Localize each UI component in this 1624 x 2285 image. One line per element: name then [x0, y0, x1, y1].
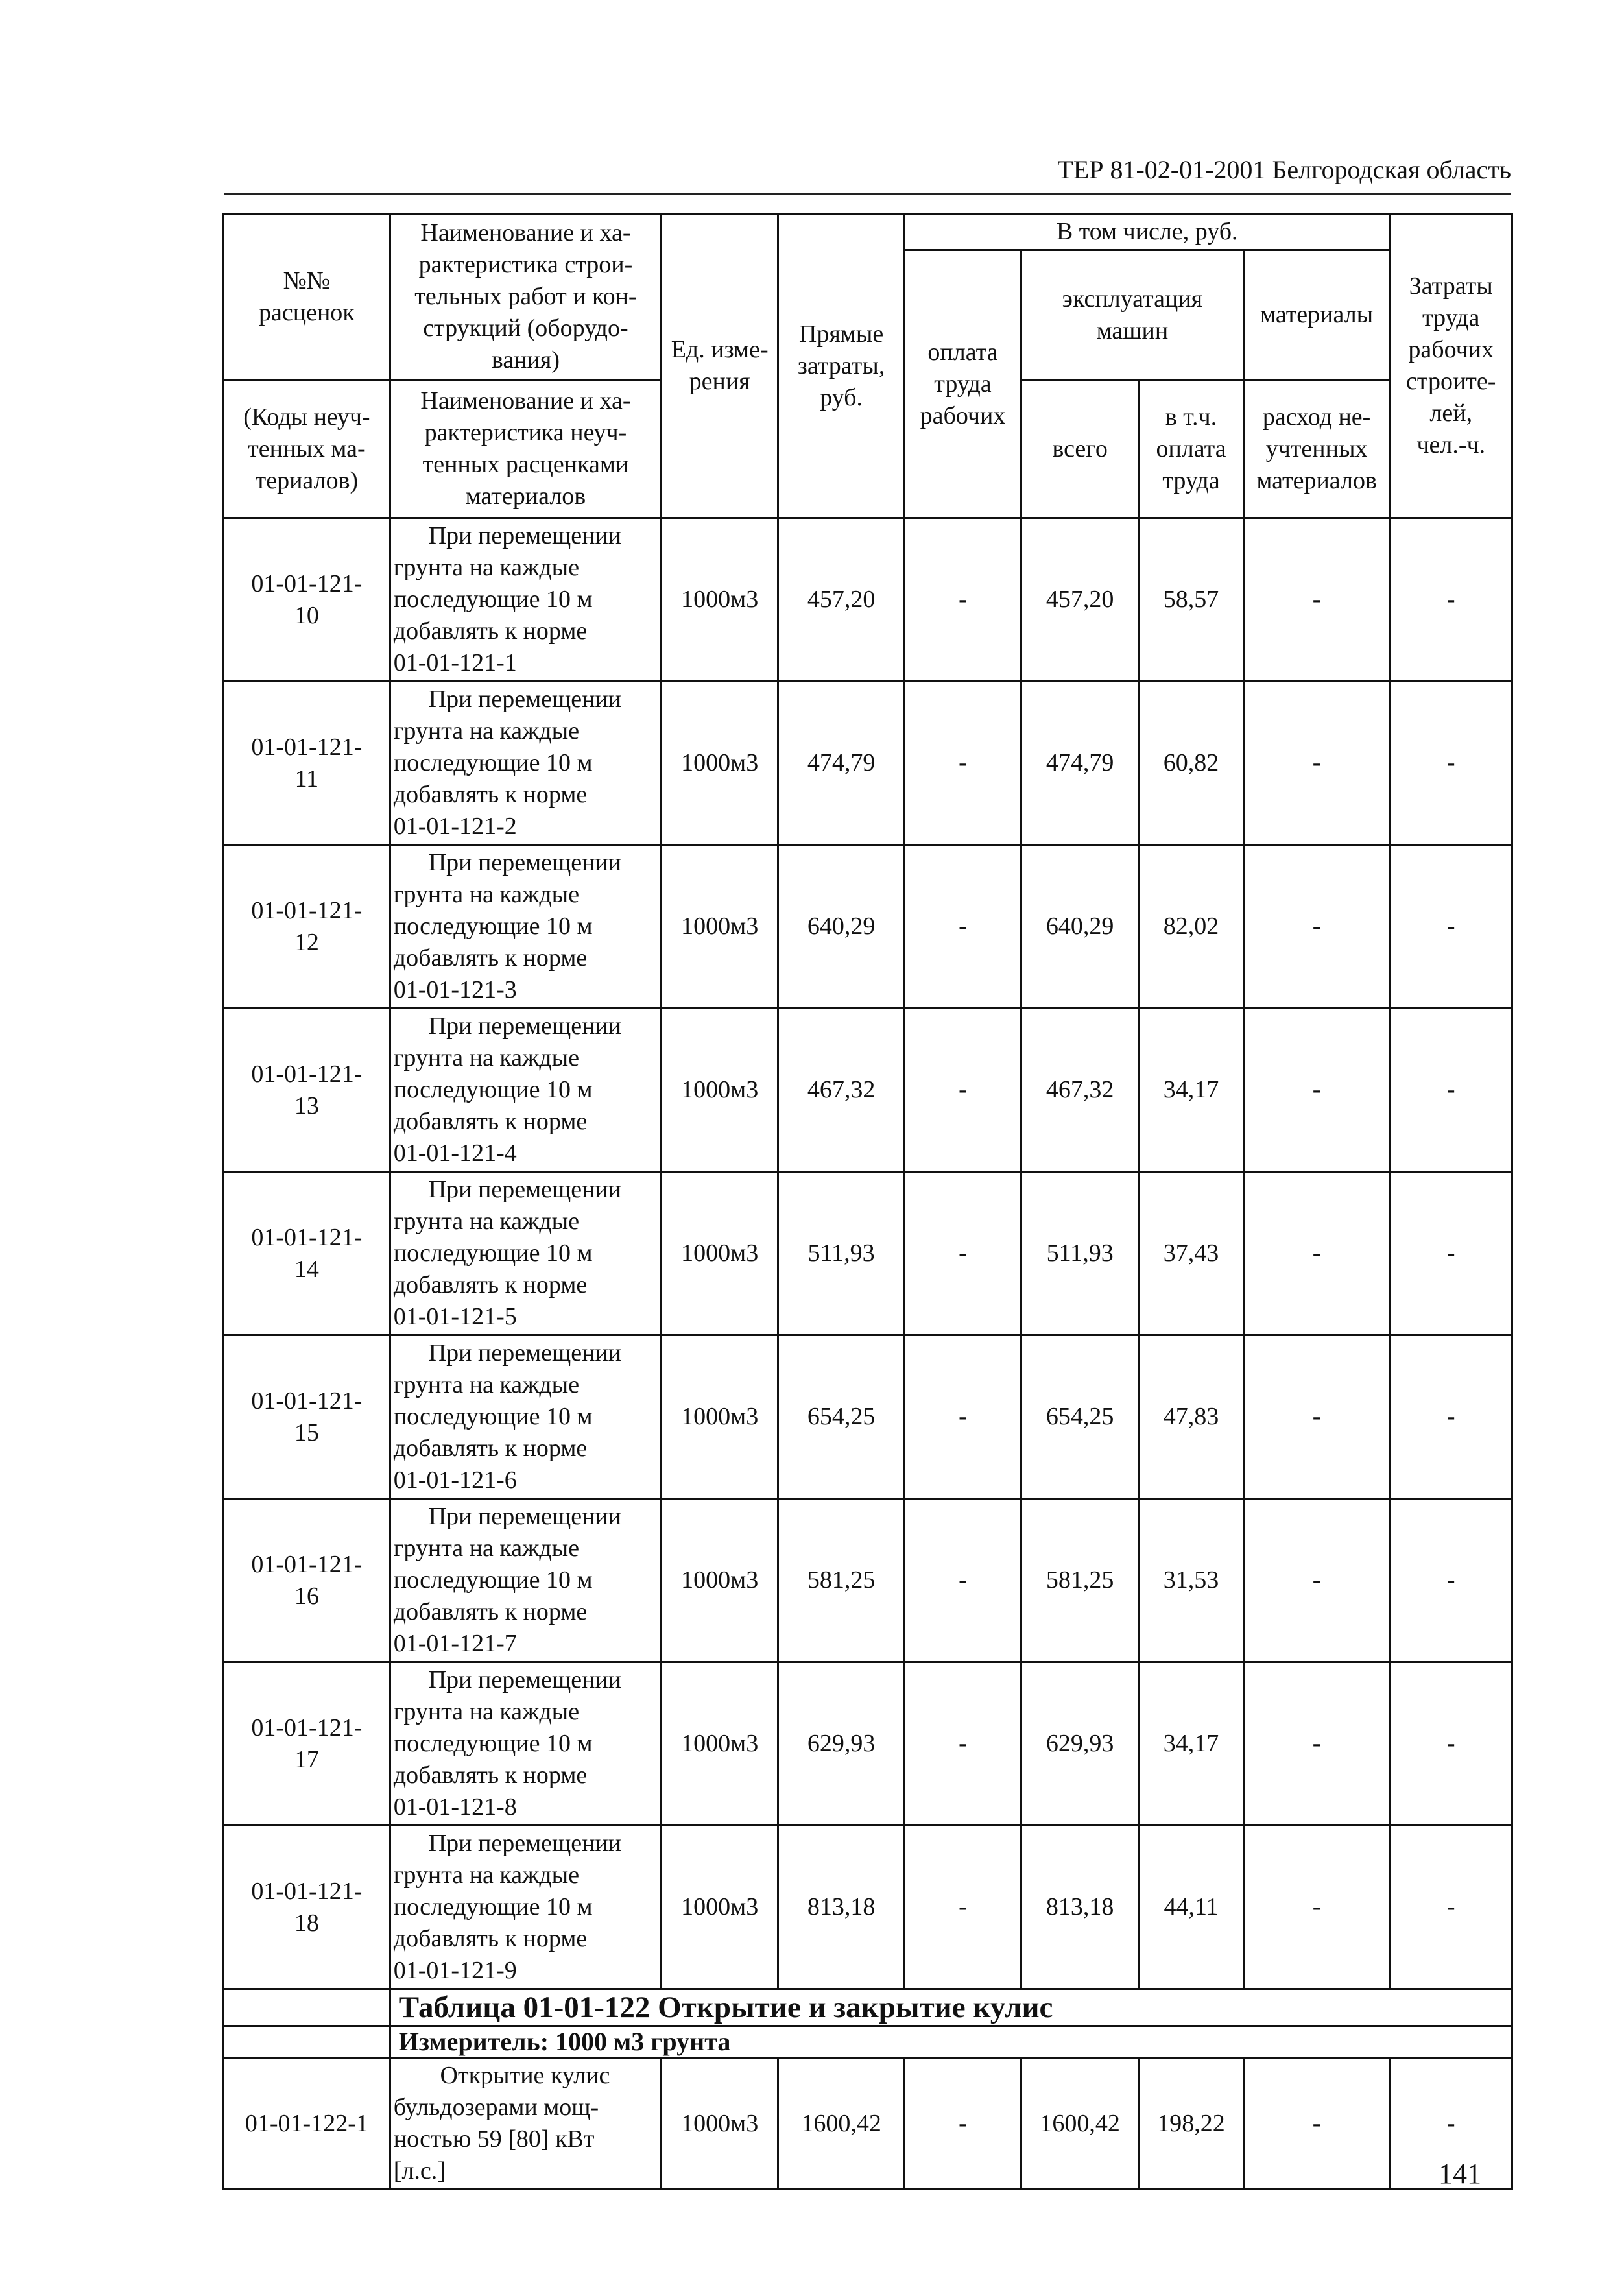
header-direct [778, 214, 905, 518]
labor-pay-cell: - [904, 518, 1021, 682]
rate-name-line: 01-01-121-2 [393, 813, 517, 840]
rate-name-line: 01-01-121-5 [393, 1303, 517, 1330]
rate-code: 01-01-121- 15 [224, 1335, 390, 1499]
labor-pay-cell: - [904, 1335, 1021, 1499]
unit-cell: 1000м3 [662, 1499, 778, 1662]
header-name-alt-text: Наименование и ха- рактеристика неуч- тенных расценками материалов [420, 387, 631, 510]
rate-name-line: 01-01-121-4 [393, 1140, 517, 1167]
materials-cell: - [1243, 2058, 1390, 2190]
rate-name-line: грунта на каждые [393, 1698, 580, 1725]
page-number: 141 [1439, 2158, 1481, 2190]
table-row [224, 1009, 1512, 1172]
header-labor-cost [1390, 214, 1512, 518]
machines-labor-cell: 82,02 [1139, 845, 1244, 1009]
rate-code: 01-01-121- 16 [224, 1499, 390, 1662]
rate-code: 01-01-121- 13 [224, 1009, 390, 1172]
rate-name-line: грунта на каждые [393, 717, 580, 745]
labor-cost-cell: - [1390, 518, 1512, 682]
rate-name-line: грунта на каждые [393, 1371, 580, 1398]
rate-code: 01-01-121- 11 [224, 682, 390, 845]
rate-name-line: последующие 10 м [393, 1893, 593, 1920]
labor-cost-cell: - [1390, 682, 1512, 845]
unit-cell: 1000м3 [662, 1826, 778, 1989]
unit-cell: 1000м3 [662, 845, 778, 1009]
direct-cost-cell: 511,93 [778, 1172, 905, 1335]
direct-cost-cell: 813,18 [778, 1826, 905, 1989]
rate-name-line: добавлять к норме [393, 1925, 588, 1952]
rate-name-line: добавлять к норме [393, 1271, 588, 1298]
rate-code: 01-01-121- 18 [224, 1826, 390, 1989]
rate-name [390, 1662, 661, 1826]
page-header [224, 154, 1511, 195]
labor-pay-cell: - [904, 1172, 1021, 1335]
rate-name-line: бульдозерами мощ- [393, 2094, 599, 2121]
materials-cell: - [1243, 1009, 1390, 1172]
materials-cell: - [1243, 1826, 1390, 1989]
labor-cost-cell: - [1390, 845, 1512, 1009]
rate-code: 01-01-121- 12 [224, 845, 390, 1009]
section-meter-spacer [224, 2026, 390, 2058]
table-row [224, 682, 1512, 845]
rate-name-line: добавлять к норме [393, 617, 588, 645]
materials-cell: - [1243, 1172, 1390, 1335]
rate-name [390, 518, 661, 682]
unit-cell: 1000м3 [662, 1335, 778, 1499]
labor-cost-cell: - [1390, 1499, 1512, 1662]
direct-cost-cell: 640,29 [778, 845, 905, 1009]
rate-name-line: добавлять к норме [393, 1435, 588, 1462]
rate-code: 01-01-121- 10 [224, 518, 390, 682]
rate-name [390, 682, 661, 845]
header-machines-labor [1139, 380, 1244, 518]
table-row [224, 1826, 1512, 1989]
rate-name-line: грунта на каждые [393, 1208, 580, 1235]
header-unit [662, 214, 778, 518]
direct-cost-cell: 654,25 [778, 1335, 905, 1499]
section-title-spacer [224, 1989, 390, 2026]
table-row [224, 518, 1512, 682]
rate-name [390, 1172, 661, 1335]
rate-name [390, 2058, 661, 2190]
materials-cell: - [1243, 1335, 1390, 1499]
rate-name-line: 01-01-121-8 [393, 1793, 517, 1821]
header-labor-pay [904, 250, 1021, 518]
machines-total-cell: 581,25 [1021, 1499, 1139, 1662]
direct-cost-cell: 1600,42 [778, 2058, 905, 2190]
rate-name-line: ностью 59 [80] кВт [393, 2125, 595, 2153]
unit-cell: 1000м3 [662, 1172, 778, 1335]
rate-name-line: добавлять к норме [393, 1762, 588, 1789]
rate-name-line: грунта на каждые [393, 881, 580, 908]
rate-name-line: 01-01-121-1 [393, 649, 517, 676]
header-code-text: №№ расценок [259, 267, 355, 326]
header-name-alt [390, 380, 661, 518]
unit-cell: 1000м3 [662, 1009, 778, 1172]
materials-cell: - [1243, 845, 1390, 1009]
machines-total-cell: 654,25 [1021, 1335, 1139, 1499]
machines-total-cell: 640,29 [1021, 845, 1139, 1009]
machines-total-cell: 629,93 [1021, 1662, 1139, 1826]
rate-name-line: грунта на каждые [393, 1535, 580, 1562]
rate-name-line: добавлять к норме [393, 1108, 588, 1135]
machines-total-cell: 474,79 [1021, 682, 1139, 845]
section-meter: Измеритель: 1000 м3 грунта [390, 2026, 1512, 2058]
machines-labor-cell: 58,57 [1139, 518, 1244, 682]
direct-cost-cell: 581,25 [778, 1499, 905, 1662]
materials-cell: - [1243, 1499, 1390, 1662]
rate-name-line: добавлять к норме [393, 781, 588, 808]
rate-name-line: последующие 10 м [393, 913, 593, 940]
unit-cell: 1000м3 [662, 682, 778, 845]
rate-name-line: При перемещении [428, 686, 622, 713]
machines-total-cell: 1600,42 [1021, 2058, 1139, 2190]
machines-labor-cell: 31,53 [1139, 1499, 1244, 1662]
header-code [224, 214, 390, 380]
machines-labor-cell: 47,83 [1139, 1335, 1244, 1499]
rate-name-line: 01-01-121-6 [393, 1466, 517, 1494]
header-machines-total: всего [1021, 380, 1139, 518]
rate-name [390, 1826, 661, 1989]
labor-cost-cell: - [1390, 1335, 1512, 1499]
rate-code: 01-01-122-1 [224, 2058, 390, 2190]
rate-code: 01-01-121- 17 [224, 1662, 390, 1826]
section-title-row [224, 1989, 1512, 2026]
machines-labor-cell: 44,11 [1139, 1826, 1244, 1989]
machines-labor-cell: 198,22 [1139, 2058, 1244, 2190]
machines-labor-cell: 34,17 [1139, 1662, 1244, 1826]
header-labor-pay-text: оплата труда рабочих [920, 338, 1006, 429]
rate-name-line: грунта на каждые [393, 554, 580, 581]
rate-name-line: 01-01-121-7 [393, 1630, 517, 1657]
labor-pay-cell: - [904, 1826, 1021, 1989]
header-labor-cost-text: Затраты труда рабочих строите- лей, чел.-ч. [1406, 272, 1496, 459]
direct-cost-cell: 474,79 [778, 682, 905, 845]
labor-pay-cell: - [904, 2058, 1021, 2190]
labor-cost-cell: - [1390, 1172, 1512, 1335]
rate-name-line: При перемещении [428, 849, 622, 876]
rate-name-line: При перемещении [428, 1339, 622, 1367]
rate-name-line: При перемещении [428, 1503, 622, 1530]
rate-name-line: грунта на каждые [393, 1044, 580, 1071]
header-direct-text: Прямые затраты, руб. [797, 320, 885, 411]
header-unit-text: Ед. изме- рения [671, 336, 769, 395]
header-code-alt-text: (Коды неуч- тенных ма- териалов) [243, 403, 370, 494]
rate-name-line: последующие 10 м [393, 1403, 593, 1430]
direct-cost-cell: 467,32 [778, 1009, 905, 1172]
table-row [224, 1499, 1512, 1662]
labor-pay-cell: - [904, 1499, 1021, 1662]
rate-name [390, 1009, 661, 1172]
rate-name [390, 1335, 661, 1499]
labor-cost-cell: - [1390, 1009, 1512, 1172]
unit-cell: 1000м3 [662, 518, 778, 682]
direct-cost-cell: 457,20 [778, 518, 905, 682]
rate-name-line: грунта на каждые [393, 1861, 580, 1889]
labor-pay-cell: - [904, 845, 1021, 1009]
direct-cost-cell: 629,93 [778, 1662, 905, 1826]
rate-name-line: добавлять к норме [393, 944, 588, 972]
table-row [224, 1662, 1512, 1826]
section-title: Таблица 01-01-122 Открытие и закрытие кулис [390, 1989, 1512, 2026]
section-meter-row [224, 2026, 1512, 2058]
machines-labor-cell: 34,17 [1139, 1009, 1244, 1172]
rates-table [222, 213, 1513, 2190]
machines-total-cell: 511,93 [1021, 1172, 1139, 1335]
header-code-alt [224, 380, 390, 518]
materials-cell: - [1243, 1662, 1390, 1826]
labor-cost-cell: - [1390, 2058, 1512, 2190]
rate-name-line: Открытие кулис [440, 2062, 610, 2089]
rate-name-line: последующие 10 м [393, 586, 593, 613]
machines-total-cell: 813,18 [1021, 1826, 1139, 1989]
header-name [390, 214, 661, 380]
header-machines [1021, 250, 1244, 380]
materials-cell: - [1243, 518, 1390, 682]
rate-code: 01-01-121- 14 [224, 1172, 390, 1335]
materials-cell: - [1243, 682, 1390, 845]
rate-name-line: 01-01-121-3 [393, 976, 517, 1003]
rate-name-line: [л.с.] [393, 2157, 446, 2184]
rate-name [390, 845, 661, 1009]
rate-name-line: последующие 10 м [393, 1239, 593, 1267]
rate-name-line: 01-01-121-9 [393, 1957, 517, 1984]
table-row [224, 1335, 1512, 1499]
header-incl: В том числе, руб. [904, 214, 1390, 250]
header-materials: материалы [1243, 250, 1390, 380]
labor-pay-cell: - [904, 1662, 1021, 1826]
header-machines-text: эксплуатация машин [1062, 285, 1203, 344]
labor-cost-cell: - [1390, 1826, 1512, 1989]
machines-labor-cell: 37,43 [1139, 1172, 1244, 1335]
header-machines-labor-text: в т.ч. оплата труда [1156, 403, 1226, 494]
table-row [224, 2058, 1512, 2190]
rate-name-line: При перемещении [428, 522, 622, 549]
header-materials-alt-text: расход не- учтенных материалов [1256, 403, 1377, 494]
table-row [224, 845, 1512, 1009]
rate-name-line: При перемещении [428, 1176, 622, 1203]
machines-labor-cell: 60,82 [1139, 682, 1244, 845]
unit-cell: 1000м3 [662, 1662, 778, 1826]
header-name-text: Наименование и ха- рактеристика строи- тельных работ и кон- струкций (оборудо- вания) [414, 219, 637, 374]
machines-total-cell: 467,32 [1021, 1009, 1139, 1172]
rate-name-line: При перемещении [428, 1012, 622, 1040]
labor-pay-cell: - [904, 682, 1021, 845]
rate-name-line: При перемещении [428, 1830, 622, 1857]
header-materials-alt [1243, 380, 1390, 518]
labor-pay-cell: - [904, 1009, 1021, 1172]
rate-name [390, 1499, 661, 1662]
rate-name-line: последующие 10 м [393, 1076, 593, 1103]
labor-cost-cell: - [1390, 1662, 1512, 1826]
rate-name-line: последующие 10 м [393, 1566, 593, 1594]
document-title: ТЕР 81-02-01-2001 Белгородская область [1057, 155, 1511, 184]
rate-name-line: При перемещении [428, 1666, 622, 1693]
rate-name-line: добавлять к норме [393, 1598, 588, 1625]
rate-name-line: последующие 10 м [393, 1730, 593, 1757]
unit-cell: 1000м3 [662, 2058, 778, 2190]
rate-name-line: последующие 10 м [393, 749, 593, 776]
table-row [224, 1172, 1512, 1335]
machines-total-cell: 457,20 [1021, 518, 1139, 682]
